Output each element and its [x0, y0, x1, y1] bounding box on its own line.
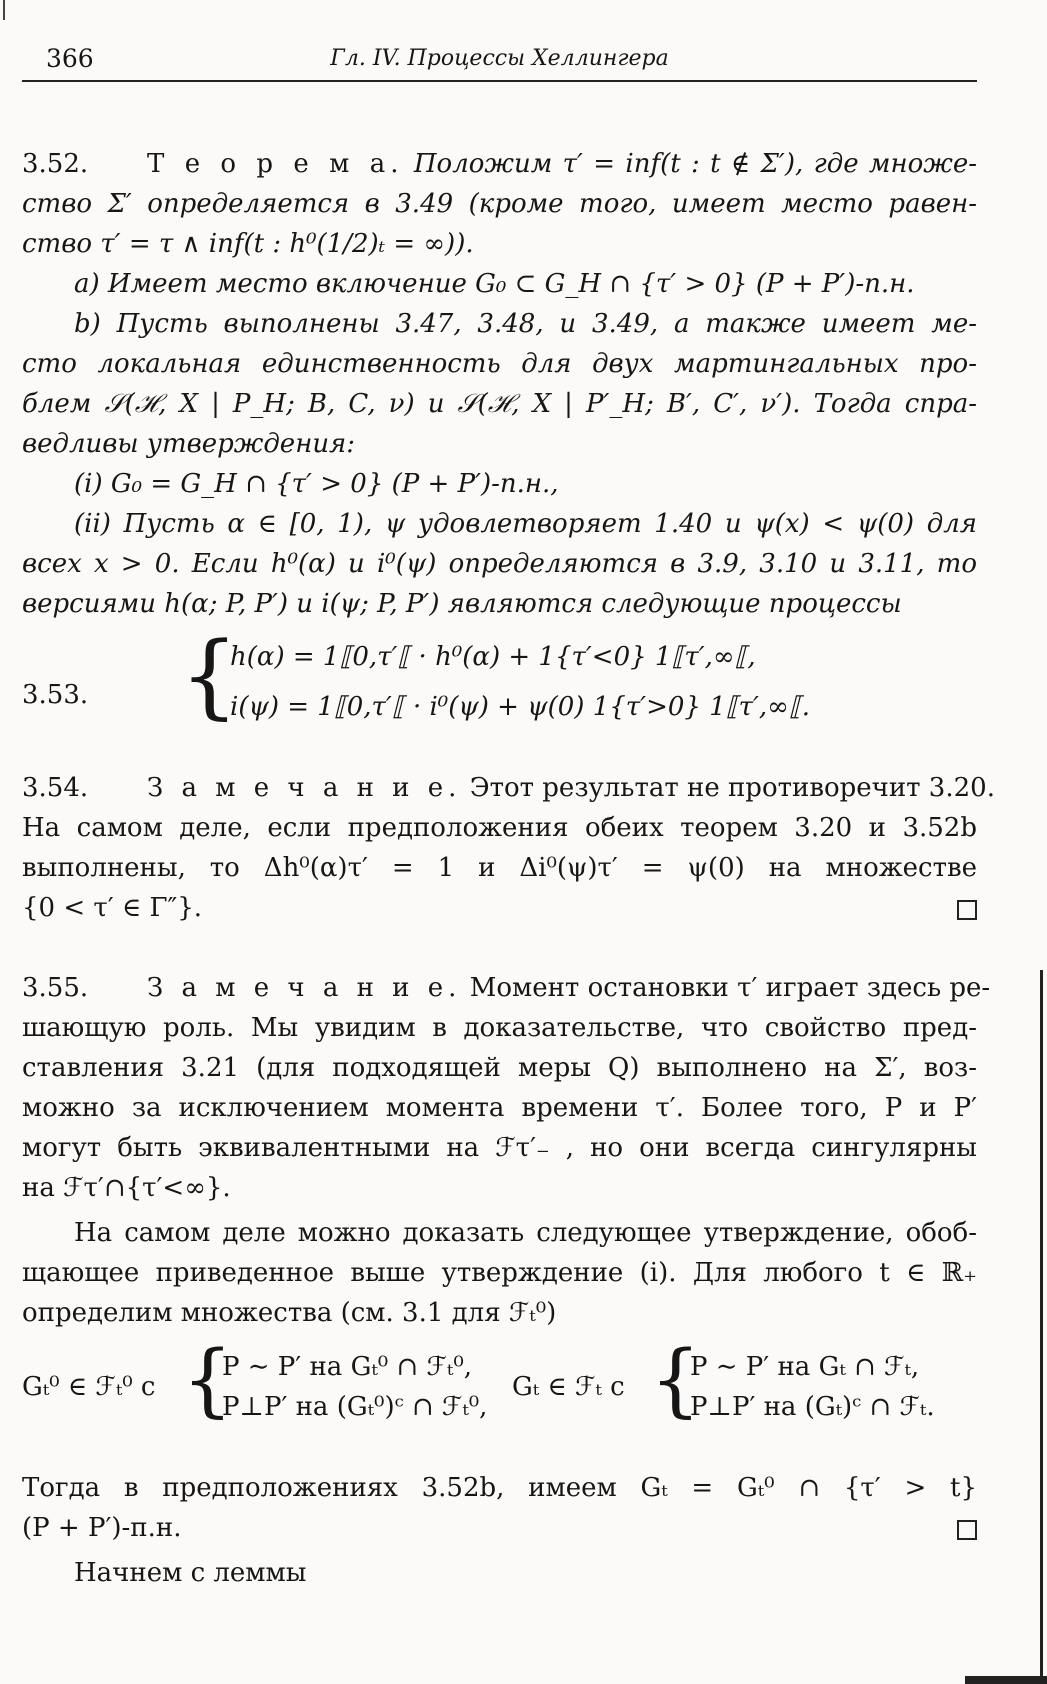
- remark-355-heading: З а м е ч а н и е.: [147, 973, 462, 1003]
- remark-354-line-2: На самом деле, если предположения обеих теорем 3.20 и 3.52b: [22, 813, 977, 843]
- sets-left-line-1: P ∼ P′ на Gₜ⁰ ∩ ℱₜ⁰,: [222, 1352, 473, 1382]
- sets-right-line-2: P⊥P′ на (Gₜ)ᶜ ∩ ℱₜ.: [690, 1392, 935, 1422]
- remark-355-line-2: шающую роль. Мы увидим в доказательстве, что свойство пред-: [22, 1013, 977, 1043]
- book-page: [22, 40, 995, 1588]
- sets-right-lhs: Gₜ ∈ ℱₜ с: [512, 1372, 625, 1402]
- theorem-line-7: блем 𝒮(ℋ, X | P_H; B, C, ν) и 𝒮(ℋ, X | P′_H; B′, C′, ν′). Тогда спра-: [22, 389, 977, 419]
- theorem-item-i: (i) G₀ = G_H ∩ {τ′ > 0} (P + P′)-п.н.,: [74, 469, 559, 499]
- remark-355-line-5: могут быть эквивалентными на ℱτ′₋ , но они всегда сингулярны: [22, 1133, 977, 1163]
- remark-354-line-3: выполнены, то Δh⁰(α)τ′ = 1 и Δi⁰(ψ)τ′ = ψ(0) на множестве: [22, 853, 977, 883]
- theorem-line-2: ство Σ′ определяется в 3.49 (кроме того, имеет место равен-: [22, 189, 977, 219]
- remark-354-heading: З а м е ч а н и е.: [147, 773, 462, 803]
- page-number: 366: [46, 44, 94, 73]
- remark-355-line-9: определим множества (см. 3.1 для ℱₜ⁰): [22, 1298, 557, 1328]
- remark-355-line-4: можно за исключением момента времени τ′. Более того, P и P′: [22, 1093, 977, 1123]
- running-head: Гл. IV. Процессы Хеллингера: [330, 46, 669, 71]
- scan-edge-bottom: [965, 1676, 1047, 1684]
- equation-label: 3.53.: [22, 680, 89, 710]
- theorem-item-ii: (ii) Пусть α ∈ [0, 1), ψ удовлетворяет 1.40 и ψ(x) < ψ(0) для: [74, 509, 977, 539]
- sets-left-brace: {: [182, 1333, 233, 1426]
- remark-354-line-1: [22, 770, 995, 806]
- page-header: [22, 40, 977, 82]
- theorem-line-1: [22, 146, 977, 182]
- closing-line-3: Начнем с леммы: [74, 1558, 307, 1588]
- qed-box: [957, 1520, 977, 1540]
- theorem-item-b: b) Пусть выполнены 3.47, 3.48, и 3.49, а также имеет ме-: [74, 309, 977, 339]
- remark-355-line-8: щающее приведенное выше утверждение (i). Для любого t ∈ ℝ₊: [22, 1258, 977, 1288]
- theorem-line-12: версиями h(α; P, P′) и i(ψ; P, P′) являются следующие процессы: [22, 589, 902, 619]
- scan-edge-mark: [3, 0, 5, 20]
- remark-355-label: 3.55.: [22, 973, 89, 1003]
- closing-line-1: Тогда в предположениях 3.52b, имеем Gₜ = Gₜ⁰ ∩ {τ′ > t}: [22, 1473, 977, 1503]
- theorem-line-3: ство τ′ = τ ∧ inf(t : h⁰(1/2)ₜ = ∞)).: [22, 229, 474, 259]
- remark-354-label: 3.54.: [22, 773, 89, 803]
- remark-355-line-1: [22, 970, 991, 1006]
- remark-355-line-7: На самом деле можно доказать следующее утверждение, обоб-: [74, 1218, 977, 1248]
- remark-354-text: Этот результат не противоречит 3.20.: [469, 773, 995, 803]
- sets-right-line-1: P ∼ P′ на Gₜ ∩ ℱₜ,: [690, 1352, 920, 1382]
- equation-line-1: h(α) = 1⟦0,τ′⟦ · h⁰(α) + 1{τ′<0} 1⟦τ′,∞⟦,: [230, 642, 756, 672]
- closing-line-2: (P + P′)-п.н.: [22, 1513, 182, 1543]
- equation-line-2: i(ψ) = 1⟦0,τ′⟦ · i⁰(ψ) + ψ(0) 1{τ′>0} 1⟦τ′,∞⟦.: [230, 692, 810, 722]
- theorem-text: Положим τ′ = inf(t : t ∉ Σ′), где множе-: [413, 149, 977, 179]
- theorem-heading: Т е о р е м а.: [147, 149, 404, 179]
- remark-355-line-6: на ℱτ′∩{τ′<∞}.: [22, 1173, 231, 1203]
- scan-edge-right: [1040, 970, 1043, 1684]
- remark-354-line-4: {0 < τ′ ∈ Γ″}.: [22, 893, 203, 923]
- theorem-line-6: сто локальная единственность для двух мартингальных про-: [22, 349, 977, 379]
- left-brace: {: [180, 622, 239, 729]
- sets-right-brace: {: [650, 1333, 701, 1426]
- sets-left-lhs: Gₜ⁰ ∈ ℱₜ⁰ с: [22, 1372, 156, 1402]
- theorem-line-11: всех x > 0. Если h⁰(α) и i⁰(ψ) определяются в 3.9, 3.10 и 3.11, то: [22, 549, 977, 579]
- theorem-item-a: a) Имеет место включение G₀ ⊂ G_H ∩ {τ′ > 0} (P + P′)-п.н.: [74, 269, 915, 299]
- sets-left-line-2: P⊥P′ на (Gₜ⁰)ᶜ ∩ ℱₜ⁰,: [222, 1392, 488, 1422]
- remark-355-line-3: ставления 3.21 (для подходящей меры Q) выполнено на Σ′, воз-: [22, 1053, 977, 1083]
- qed-box: [957, 900, 977, 920]
- theorem-label: 3.52.: [22, 149, 89, 179]
- theorem-line-8: ведливы утверждения:: [22, 429, 356, 459]
- remark-355-text: Момент остановки τ′ играет здесь ре-: [469, 973, 991, 1003]
